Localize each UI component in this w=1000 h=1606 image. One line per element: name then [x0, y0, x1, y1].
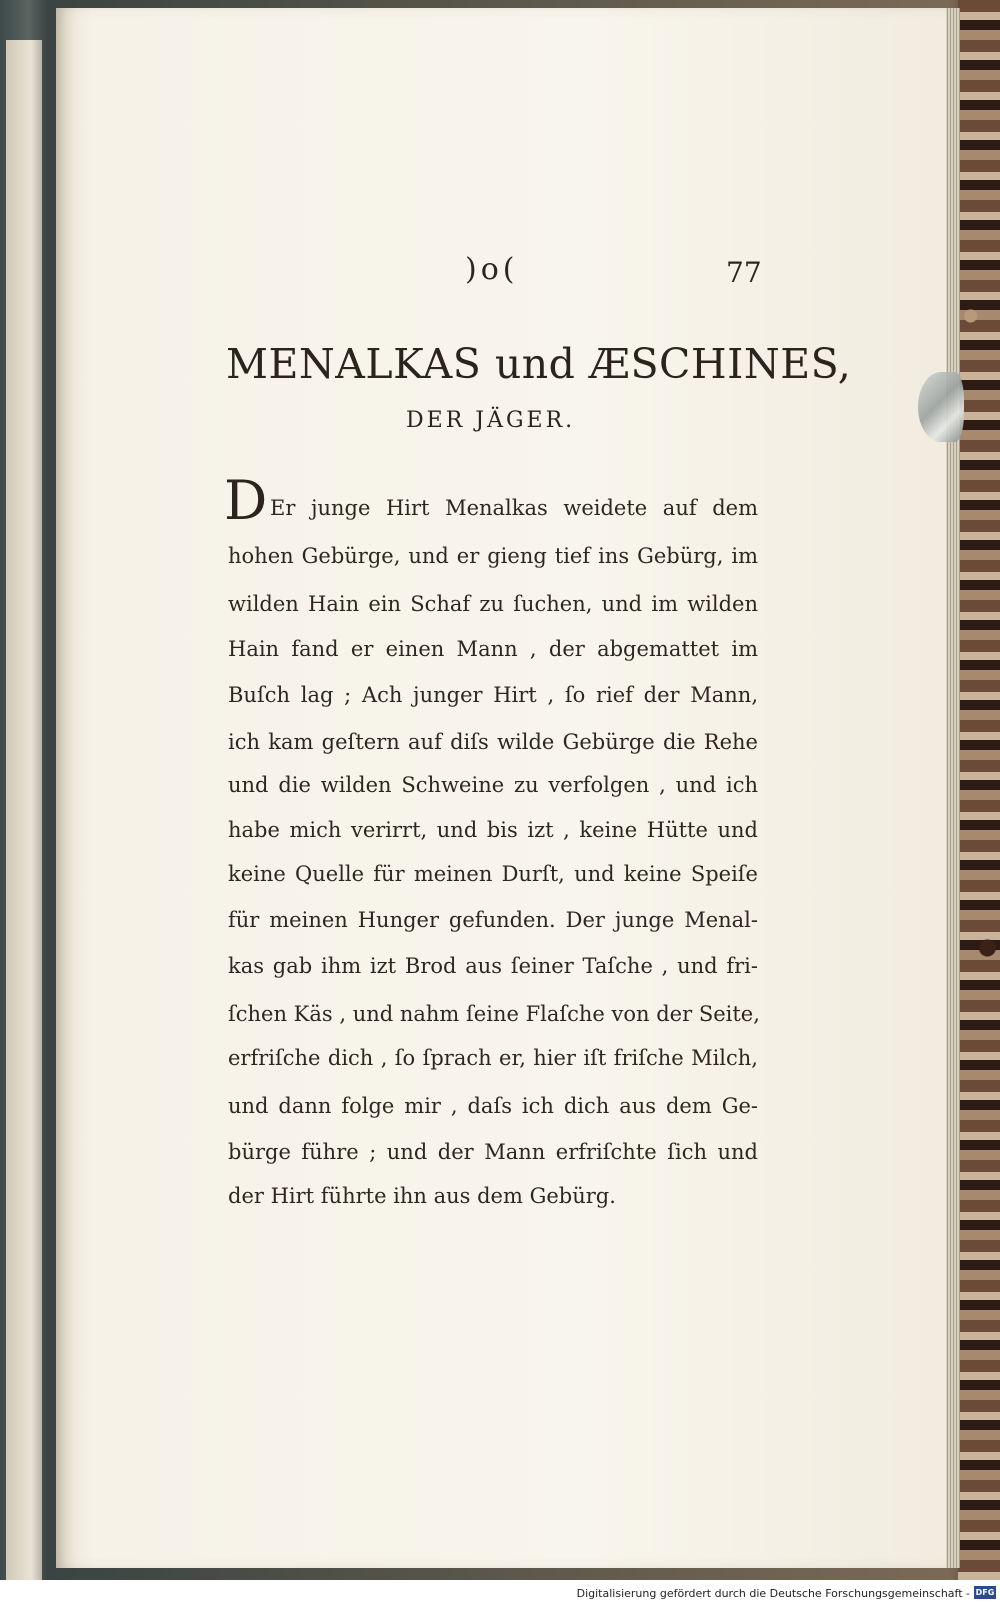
- text-line: und die wilden Schweine zu verfolgen , und ich: [228, 773, 758, 797]
- text-line: für meinen Hunger gefunden. Der junge Menal-: [228, 908, 758, 932]
- text-line: der Hirt führte ihn aus dem Gebürg.: [228, 1184, 616, 1208]
- text-line: Hain fand er einen Mann , der abgemattet im: [228, 637, 758, 661]
- drop-cap: D: [224, 469, 268, 532]
- chapter-title: MENALKAS und ÆSCHINES,: [226, 340, 852, 388]
- running-head: )o(: [465, 252, 519, 287]
- text-line: ich kam geſtern auf diſs wilde Gebürge die Rehe: [228, 730, 758, 754]
- text-line: kas gab ihm izt Brod aus ſeiner Taſche , und fri-: [228, 954, 758, 978]
- text-line: keine Quelle für meinen Durſt, und keine Speiſe: [228, 862, 758, 886]
- dfg-logo: DFG: [975, 1588, 995, 1597]
- text-line: Buſch lag ; Ach junger Hirt , ſo rief der Mann,: [228, 683, 758, 707]
- marbled-edge: [958, 0, 1000, 1580]
- chapter-subtitle: DER JÄGER.: [406, 408, 576, 433]
- footer-bar: [0, 1580, 1000, 1606]
- facing-page-edge: [6, 40, 42, 1580]
- page-number: 77: [726, 256, 762, 289]
- text-line: bürge führe ; und der Mann erfriſchte ſich und: [228, 1140, 758, 1164]
- text-line: erfriſche dich , ſo ſprach er, hier iſt friſche Milch,: [228, 1046, 758, 1070]
- text-line: habe mich verirrt, und bis izt , keine Hütte und: [228, 818, 758, 842]
- funding-credit: Digitalisierung gefördert durch die Deutsche Forschungsgemeinschaft -: [576, 1587, 970, 1600]
- text-line: ſchen Käs , und nahm ſeine Flaſche von der Seite,: [228, 1002, 760, 1026]
- text-line: wilden Hain ein Schaf zu ſuchen, und im wilden: [228, 592, 758, 616]
- text-line: und dann folge mir , daſs ich dich aus dem Ge-: [228, 1094, 758, 1118]
- page-clip: [918, 372, 964, 442]
- text-line: Er junge Hirt Menalkas weidete auf dem: [270, 496, 758, 520]
- text-line: hohen Gebürge, und er gieng tief ins Gebürg, im: [228, 544, 758, 568]
